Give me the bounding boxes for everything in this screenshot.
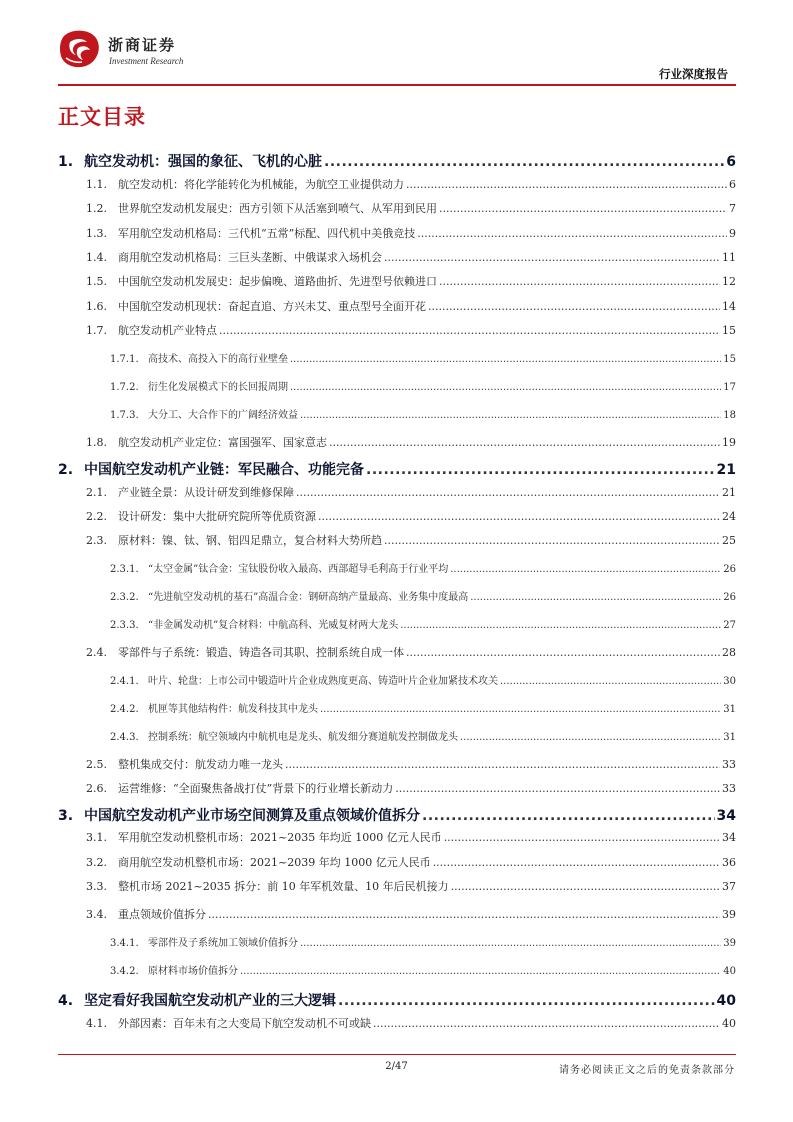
toc-entry-number: 4. (58, 993, 74, 1009)
toc-entry-title: 军用航空发动机整机市场：2021~2035 年均近 1000 亿元人民币 (118, 831, 442, 844)
toc-entry-page: 27 (723, 620, 736, 631)
toc-entry[interactable] (58, 854, 736, 870)
toc-entry-title: 原材料：镍、钛、钢、铝四足鼎立，复合材料大势所趋 (118, 534, 382, 547)
toc-entry-title: 设计研发：集中大批研究院所等优质资源 (118, 510, 316, 523)
toc-entry-page: 14 (722, 300, 736, 313)
toc-entry[interactable] (58, 990, 736, 1010)
toc-leader-dots (444, 831, 720, 844)
toc-leader-dots (428, 300, 720, 313)
toc-entry[interactable] (58, 934, 736, 949)
report-type-label: 行业深度报告 (659, 67, 728, 81)
toc-entry-number: 1.7.2. (110, 382, 139, 393)
toc-leader-dots (395, 782, 720, 795)
toc-entry[interactable] (58, 532, 736, 548)
toc-entry[interactable] (58, 200, 736, 216)
toc-entry-title: 零部件及子系统加工领域价值拆分 (148, 938, 298, 949)
toc-leader-dots (417, 227, 727, 240)
page-header (58, 28, 736, 84)
toc-entry-title: 商用航空发动机格局：三巨头垄断、中俄谋求入场机会 (118, 251, 382, 264)
toc-entry-number: 2.4.1. (110, 676, 139, 687)
toc-entry-title: 控制系统：航空领域内中航机电是龙头、航发细分赛道航发控制做龙头 (148, 732, 458, 743)
toc-leader-dots (219, 324, 720, 337)
toc-entry-title: 运营维修：“全面聚焦备战打仗”背景下的行业增长新动力 (118, 782, 394, 795)
toc-leader-dots (320, 704, 721, 715)
disclaimer-note: 请务必阅读正文之后的免责条款部分 (559, 1065, 735, 1076)
toc-entry-page: 30 (723, 676, 736, 687)
toc-entry-number: 2.3.2. (110, 592, 139, 603)
toc-entry-number: 1.3. (86, 227, 107, 240)
toc-leader-dots (470, 592, 721, 603)
toc-entry[interactable] (58, 700, 736, 715)
toc-entry[interactable] (58, 151, 736, 171)
toc-entry-title: “先进航空发动机的基石”高温合金：钢研高纳产量最高、业务集中度最高 (148, 592, 469, 603)
toc-entry-title: 衍生化发展模式下的长回报周期 (148, 382, 288, 393)
toc-entry-page: 15 (723, 354, 736, 365)
toc-entry-title: 世界航空发动机发展史：西方引领下从活塞到喷气、从军用到民用 (118, 202, 437, 215)
toc-entry-number: 1.7.1. (110, 354, 139, 365)
toc-entry-title: 整机市场 2021~2035 拆分：前 10 年军机效量、10 年后民机接力 (118, 880, 449, 893)
toc-entry-number: 1.7.3. (110, 410, 139, 421)
toc-leader-dots (208, 908, 720, 921)
toc-leader-dots (296, 486, 720, 499)
toc-leader-dots (366, 462, 715, 478)
toc-leader-dots (290, 382, 721, 393)
toc-entry-number: 1.8. (86, 436, 107, 449)
toc-entry[interactable] (58, 434, 736, 450)
toc-entry-title: 航空发动机：将化学能转化为机械能，为航空工业提供动力 (118, 178, 404, 191)
toc-entry-number: 3.4. (86, 908, 107, 921)
toc-entry[interactable] (58, 249, 736, 265)
toc-entry-title: 整机集成交付：航发动力唯一龙头 (118, 758, 283, 771)
toc-entry[interactable] (58, 560, 736, 575)
toc-entry[interactable] (58, 672, 736, 687)
toc-title: 正文目录 (58, 105, 146, 129)
toc-entry-page: 40 (716, 993, 736, 1009)
toc-entry-title: 零部件与子系统：锻造、铸造各司其职、控制系统自成一体 (118, 646, 404, 659)
page-number: 2/47 (385, 1061, 408, 1072)
toc-entry-number: 1.5. (86, 275, 107, 288)
toc-entry[interactable] (58, 878, 736, 894)
toc-entry-page: 6 (726, 154, 736, 170)
toc-leader-dots (422, 808, 715, 824)
toc-entry-title: 外部因素：百年未有之大变局下航空发动机不可或缺 (118, 1017, 371, 1030)
toc-entry-title: 商用航空发动机整机市场：2021~2039 年均 1000 亿元人民币 (118, 856, 431, 869)
toc-leader-dots (300, 938, 721, 949)
toc-entry[interactable] (58, 644, 736, 660)
toc-entry-page: 33 (722, 782, 736, 795)
toc-leader-dots (406, 646, 720, 659)
toc-entry-page: 39 (722, 908, 736, 921)
toc-entry-title: 中国航空发动机现状：奋起直追、方兴未艾、重点型号全面开花 (118, 300, 426, 313)
company-subtitle: Investment Research (109, 56, 184, 66)
toc-entry-number: 2.4.2. (110, 704, 139, 715)
toc-leader-dots (324, 154, 724, 170)
toc-entry[interactable] (58, 588, 736, 603)
toc-entry[interactable] (58, 616, 736, 631)
toc-entry-title: “非金属发动机”复合材料：中航高科、光威复材两大龙头 (148, 620, 399, 631)
toc-entry-page: 33 (722, 758, 736, 771)
toc-entry-page: 18 (723, 410, 736, 421)
toc-entry-page: 15 (722, 324, 736, 337)
toc-entry-page: 6 (729, 178, 736, 191)
toc-entry-number: 3.2. (86, 856, 107, 869)
toc-entry-page: 25 (722, 534, 736, 547)
toc-entry[interactable] (58, 176, 736, 192)
toc-leader-dots (450, 564, 721, 575)
toc-entry-page: 40 (723, 966, 736, 977)
toc-entry[interactable] (58, 1015, 736, 1031)
toc-leader-dots (500, 676, 721, 687)
toc-entry-page: 12 (722, 275, 736, 288)
toc-entry-number: 2.3.3. (110, 620, 139, 631)
toc-entry-title: 中国航空发动机产业市场空间测算及重点领域价值拆分 (84, 808, 420, 824)
logo-icon (58, 30, 102, 70)
toc-entry-number: 3. (58, 808, 74, 824)
toc-entry-page: 31 (723, 732, 736, 743)
toc-entry-number: 2.5. (86, 758, 107, 771)
toc-entry-number: 2.6. (86, 782, 107, 795)
toc-entry-page: 24 (722, 510, 736, 523)
toc-entry[interactable] (58, 805, 736, 825)
toc-leader-dots (318, 510, 720, 523)
toc-entry[interactable] (58, 756, 736, 772)
toc-entry-page: 7 (729, 202, 736, 215)
toc-entry-number: 2.1. (86, 486, 107, 499)
toc-leader-dots (439, 275, 720, 288)
toc-entry-title: 原材料市场价值拆分 (148, 966, 238, 977)
toc-entry-page: 9 (729, 227, 736, 240)
toc-entry-title: 重点领域价值拆分 (118, 908, 206, 921)
toc-entry-page: 36 (722, 856, 736, 869)
footer-divider (58, 1054, 736, 1055)
toc-entry-page: 26 (723, 592, 736, 603)
toc-leader-dots (400, 620, 721, 631)
toc-entry-title: 军用航空发动机格局：三代机“五常”标配、四代机中美俄竞技 (118, 227, 416, 240)
toc-entry[interactable] (58, 484, 736, 500)
toc-entry-number: 2.2. (86, 510, 107, 523)
toc-leader-dots (285, 758, 720, 771)
toc-leader-dots (240, 966, 721, 977)
toc-entry-page: 26 (723, 564, 736, 575)
toc-entry-page: 11 (722, 251, 736, 264)
toc-entry[interactable] (58, 459, 736, 479)
toc-leader-dots (451, 880, 720, 893)
toc-entry-page: 34 (722, 831, 736, 844)
toc-entry-title: 高技术、高投入下的高行业壁垒 (148, 354, 288, 365)
toc-entry-number: 3.3. (86, 880, 107, 893)
toc-entry[interactable] (58, 273, 736, 289)
toc-entry-title: 航空发动机产业特点 (118, 324, 217, 337)
toc-entry-number: 2.4. (86, 646, 107, 659)
toc-entry-page: 39 (723, 938, 736, 949)
toc-entry-title: 大分工、大合作下的广阔经济效益 (148, 410, 298, 421)
toc-entry-page: 34 (716, 808, 736, 824)
toc-entry-number: 3.4.2. (110, 966, 139, 977)
toc-leader-dots (384, 534, 720, 547)
toc-entry[interactable] (58, 508, 736, 524)
toc-entry[interactable] (58, 350, 736, 365)
toc-entry-page: 21 (722, 486, 736, 499)
toc-entry-title: 产业链全景：从设计研发到维修保障 (118, 486, 294, 499)
toc-entry-title: 叶片、轮盘：上市公司中锻造叶片企业成熟度更高、铸造叶片企业加紧技术攻关 (148, 676, 498, 687)
header-divider (58, 84, 736, 86)
toc-entry-page: 21 (716, 462, 736, 478)
toc-entry[interactable] (58, 225, 736, 241)
toc-leader-dots (329, 436, 720, 449)
toc-entry-page: 31 (723, 704, 736, 715)
toc-entry[interactable] (58, 298, 736, 314)
toc-entry-page: 17 (723, 382, 736, 393)
toc-leader-dots (460, 732, 721, 743)
toc-entry-number: 1.2. (86, 202, 107, 215)
toc-entry-number: 4.1. (86, 1017, 107, 1030)
toc-entry-number: 1.6. (86, 300, 107, 313)
company-name: 浙商证券 (108, 36, 177, 54)
toc-entry-title: 航空发动机：强国的象征、飞机的心脏 (84, 154, 322, 170)
toc-leader-dots (439, 202, 727, 215)
toc-entry-number: 1.4. (86, 251, 107, 264)
toc-entry[interactable] (58, 829, 736, 845)
toc-entry-number: 2.3. (86, 534, 107, 547)
toc-entry-page: 28 (722, 646, 736, 659)
toc-leader-dots (373, 1017, 720, 1030)
toc-entry-page: 37 (722, 880, 736, 893)
toc-entry-number: 2.3.1. (110, 564, 139, 575)
toc-entry[interactable] (58, 378, 736, 393)
toc-entry[interactable] (58, 406, 736, 421)
toc-entry-number: 1.7. (86, 324, 107, 337)
toc-entry[interactable] (58, 322, 736, 338)
toc-entry[interactable] (58, 906, 736, 922)
toc-entry-number: 2. (58, 462, 74, 478)
toc-entry-title: 中国航空发动机产业链：军民融合、功能完备 (84, 462, 364, 478)
toc-entry-number: 3.1. (86, 831, 107, 844)
toc-entry-title: “太空金属”钛合金：宝钛股份收入最高、西部超导毛利高于行业平均 (148, 564, 449, 575)
toc-entry-title: 航空发动机产业定位：富国强军、国家意志 (118, 436, 327, 449)
toc-leader-dots (384, 251, 720, 264)
toc-leader-dots (338, 993, 715, 1009)
toc-leader-dots (433, 856, 720, 869)
toc-entry-number: 1.1. (86, 178, 107, 191)
toc-entry-page: 40 (722, 1017, 736, 1030)
toc-entry-page: 19 (722, 436, 736, 449)
toc-entry-title: 中国航空发动机发展史：起步偏晚、道路曲折、先进型号依赖进口 (118, 275, 437, 288)
toc-entry[interactable] (58, 962, 736, 977)
toc-entry-number: 2.4.3. (110, 732, 139, 743)
toc-entry[interactable] (58, 728, 736, 743)
toc-entry-title: 机匣等其他结构件：航发科技其中龙头 (148, 704, 318, 715)
toc-leader-dots (300, 410, 721, 421)
toc-leader-dots (290, 354, 721, 365)
toc-leader-dots (406, 178, 727, 191)
toc-entry-number: 1. (58, 154, 74, 170)
toc-entry[interactable] (58, 780, 736, 796)
toc-entry-title: 坚定看好我国航空发动机产业的三大逻辑 (84, 993, 336, 1009)
toc-entry-number: 3.4.1. (110, 938, 139, 949)
